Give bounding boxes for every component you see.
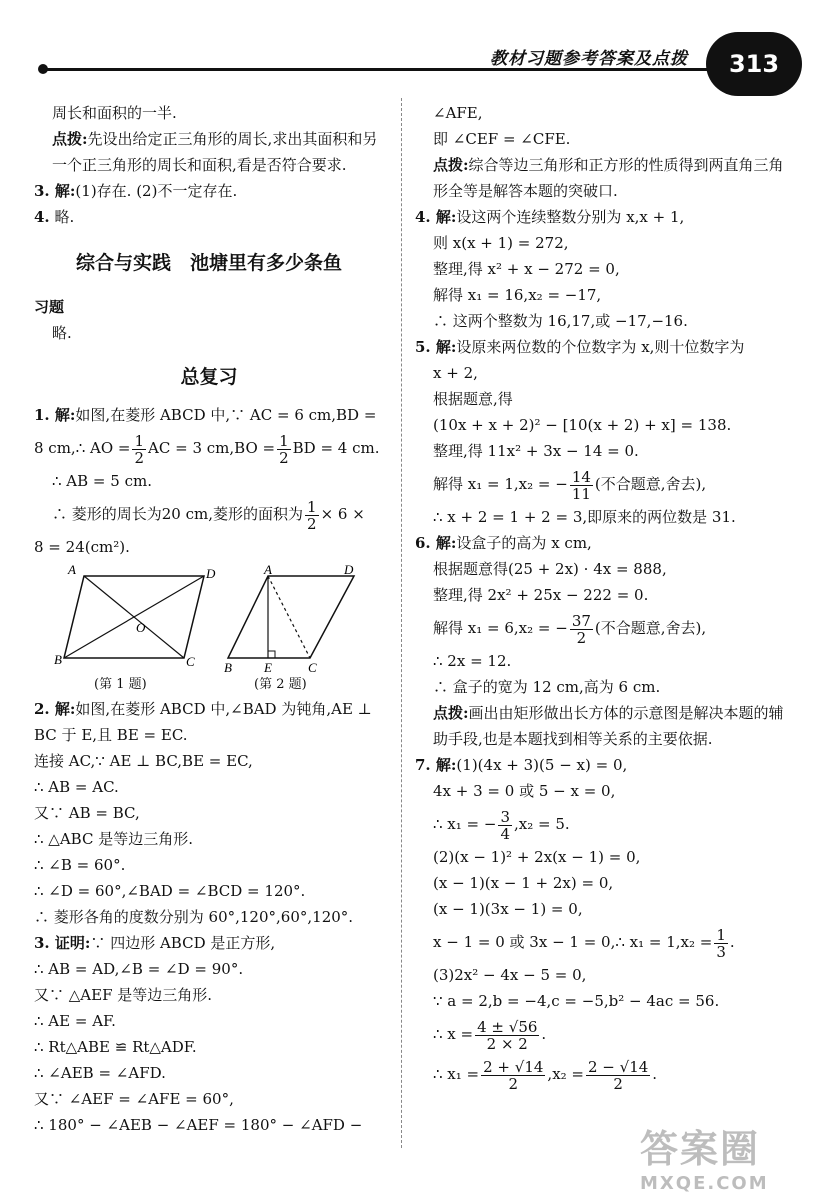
math-line: 连接 AC,∵ AE ⊥ BC,BE = EC, <box>34 752 253 770</box>
math-line <box>415 464 790 504</box>
math-line: ∴ AB = AD,∠B = ∠D = 90°. <box>34 960 244 978</box>
rhombus-figure-1 <box>54 564 214 670</box>
vertex-label: B <box>224 660 232 675</box>
numerator: 1 <box>134 431 145 450</box>
denominator: 3 <box>716 942 726 961</box>
math-line <box>34 494 384 534</box>
review-answer-7 <box>415 752 790 778</box>
math-text: 解得 x₁ = 6,x₂ = − <box>433 619 568 637</box>
math-line: 根据题意,得 <box>433 390 513 408</box>
math-text: 解得 x₁ = 1,x₂ = − <box>433 475 568 493</box>
answer-label: 1. 解: <box>34 406 76 424</box>
math-line: (10x + x + 2)² − [10(x + 2) + x] = 138. <box>433 416 732 434</box>
fraction <box>586 1059 650 1092</box>
math-line: ∴ x + 2 = 1 + 2 = 3,即原来的两位数是 31. <box>433 508 736 526</box>
vertex-label: B <box>54 652 62 667</box>
math-line: 解得 x₁ = 16,x₂ = −17, <box>433 286 602 304</box>
numerator: 2 + √14 <box>483 1057 544 1076</box>
math-line <box>34 428 384 468</box>
math-line <box>415 1014 790 1054</box>
answer-label: 4. <box>34 208 50 226</box>
fraction <box>714 927 728 960</box>
answer-text: 设盒子的高为 x cm, <box>456 534 592 552</box>
header-title: 教材习题参考答案及点拨 <box>490 49 688 69</box>
answer-text: 设这两个连续整数分别为 x,x + 1, <box>456 208 685 226</box>
math-text: (不合题意,舍去), <box>594 619 707 637</box>
math-line: ∴ △ABC 是等边三角形. <box>34 830 193 848</box>
math-line: ∵ a = 2,b = −4,c = −5,b² − 4ac = 56. <box>433 992 720 1010</box>
denominator: 2 <box>613 1074 623 1093</box>
watermark-url: MXQE.COM <box>640 1173 769 1194</box>
numerator: 3 <box>500 807 511 826</box>
denominator: 2 × 2 <box>486 1034 528 1053</box>
math-text: ,x₂ = 5. <box>514 815 570 833</box>
math-line: ∴ AB = AC. <box>34 778 119 796</box>
note-text: 先设出给定正三角形的周长,求出其面积和另一个正三角形的周长和面积,看是否符合要求. <box>52 130 378 174</box>
denominator: 2 <box>134 448 145 467</box>
math-text: AC = 3 cm,BO = <box>148 439 276 457</box>
math-line: ∴ AB = 5 cm. <box>52 472 152 490</box>
denominator: 2 <box>508 1074 519 1093</box>
numerator: 37 <box>571 611 591 630</box>
vertex-label: C <box>186 654 195 669</box>
note-text: 画出由矩形做出长方体的示意图是解决本题的辅助手段,也是本题找到相等关系的主要依据. <box>433 704 784 748</box>
fraction <box>305 499 319 532</box>
numerator: 4 ± √56 <box>477 1017 538 1036</box>
math-text: ,x₂ = <box>547 1065 584 1083</box>
math-text: x − 1 = 0 或 3x − 1 = 0,∴ x₁ = 1,x₂ = <box>433 933 713 951</box>
math-line: (3)2x² − 4x − 5 = 0, <box>433 966 587 984</box>
review-answer-5 <box>415 334 790 360</box>
math-line: BC 于 E,且 BE = EC. <box>34 726 188 744</box>
math-line: ∠AFE, <box>433 104 483 122</box>
answer-text: (1)存在. (2)不一定存在. <box>75 182 238 200</box>
left-column <box>34 100 384 1138</box>
denominator: 2 <box>279 448 289 467</box>
numerator: 2 − √14 <box>588 1057 649 1076</box>
math-text: ∴ x = <box>433 1025 474 1043</box>
answer-label: 3. 证明: <box>34 934 91 952</box>
math-text: . <box>541 1025 547 1043</box>
answer-3 <box>34 178 384 204</box>
math-line: 8 = 24(cm²). <box>34 538 130 556</box>
answer-text: 如图,在菱形 ABCD 中,∠BAD 为钝角,AE ⊥ <box>75 700 372 718</box>
math-text: 8 cm,∴ AO = <box>34 439 131 457</box>
math-text: ∴ 菱形的周长为20 cm,菱形的面积为 <box>52 505 304 523</box>
note-label: 点拨: <box>52 130 88 148</box>
review-answer-2 <box>34 696 384 722</box>
math-line: x + 2, <box>433 364 478 382</box>
answer-label: 4. 解: <box>415 208 457 226</box>
math-line: 4x + 3 = 0 或 5 − x = 0, <box>433 782 616 800</box>
dianbo-note <box>34 126 384 178</box>
vertex-label: A <box>264 562 272 577</box>
math-line: 即 ∠CEF = ∠CFE. <box>433 130 571 148</box>
numerator: 1 <box>279 431 289 450</box>
fraction <box>570 613 593 646</box>
figure-caption: (第 2 题) <box>254 677 307 692</box>
math-line: ∴ ∠D = 60°,∠BAD = ∠BCD = 120°. <box>34 882 306 900</box>
math-line: (x − 1)(x − 1 + 2x) = 0, <box>433 874 614 892</box>
fraction <box>132 433 146 466</box>
math-line: ∴ 180° − ∠AEB − ∠AEF = 180° − ∠AFD − <box>34 1116 363 1134</box>
answer-label: 3. 解: <box>34 182 76 200</box>
math-line: 根据题意得(25 + 2x) · 4x = 888, <box>433 560 667 578</box>
note-label: 点拨: <box>433 156 469 174</box>
math-line: ∴ 盒子的宽为 12 cm,高为 6 cm. <box>433 678 661 696</box>
vertex-label: D <box>206 566 216 581</box>
fraction <box>570 469 593 502</box>
review-answer-6 <box>415 530 790 556</box>
math-line: (x − 1)(3x − 1) = 0, <box>433 900 583 918</box>
dianbo-note <box>415 152 790 204</box>
math-line: 整理,得 11x² + 3x − 14 = 0. <box>433 442 639 460</box>
figures <box>34 564 384 692</box>
math-text: . <box>652 1065 658 1083</box>
answer-text: ∵ 四边形 ABCD 是正方形, <box>90 934 276 952</box>
rhombus-figure-2 <box>224 562 374 675</box>
math-line: 又∵ △AEF 是等边三角形. <box>34 986 213 1004</box>
text-line: 略. <box>52 324 72 342</box>
vertex-label: A <box>68 562 76 577</box>
answer-label: 7. 解: <box>415 756 457 774</box>
vertex-label: D <box>344 562 354 577</box>
numerator: 1 <box>307 497 317 516</box>
math-text: BD = 4 cm. <box>292 439 380 457</box>
math-text: ∴ x₁ = <box>433 1065 480 1083</box>
answer-text: 设原来两位数的个位数字为 x,则十位数字为 <box>456 338 745 356</box>
math-line: (2)(x − 1)² + 2x(x − 1) = 0, <box>433 848 641 866</box>
review-answer-4 <box>415 204 790 230</box>
math-line <box>415 608 790 648</box>
math-line: ∴ 菱形各角的度数分别为 60°,120°,60°,120°. <box>34 908 354 926</box>
right-column <box>415 100 790 1094</box>
math-line <box>415 922 790 962</box>
math-line: ∴ AE = AF. <box>34 1012 116 1030</box>
denominator: 2 <box>307 514 317 533</box>
denominator: 2 <box>576 628 587 647</box>
vertex-label: C <box>308 660 317 675</box>
answer-label: 2. 解: <box>34 700 76 718</box>
vertex-label: E <box>264 660 272 675</box>
answer-text: 略. <box>54 208 75 226</box>
page-number: 313 <box>706 32 802 96</box>
page-header <box>0 0 823 100</box>
section-title: 综合与实践 池塘里有多少条鱼 <box>75 252 342 274</box>
section-title: 总复习 <box>180 366 238 388</box>
subsection-label: 习题 <box>34 298 65 316</box>
denominator: 4 <box>500 824 511 843</box>
math-line: ∴ ∠B = 60°. <box>34 856 126 874</box>
math-text: × 6 × <box>320 505 365 523</box>
fraction <box>481 1059 545 1092</box>
math-line <box>415 804 790 844</box>
answer-4 <box>34 204 384 230</box>
answer-label: 5. 解: <box>415 338 457 356</box>
denominator: 11 <box>571 484 591 503</box>
math-line: ∴ ∠AEB = ∠AFD. <box>34 1064 166 1082</box>
watermark-logo-text: 答案圈 <box>640 1127 761 1171</box>
fraction <box>277 433 291 466</box>
math-line: 整理,得 2x² + 25x − 222 = 0. <box>433 586 649 604</box>
answer-label: 6. 解: <box>415 534 457 552</box>
numerator: 14 <box>571 467 591 486</box>
text-line: 周长和面积的一半. <box>52 104 177 122</box>
answer-text: (1)(4x + 3)(5 − x) = 0, <box>456 756 628 774</box>
math-text: . <box>729 933 735 951</box>
site-watermark <box>640 1118 810 1196</box>
math-line: 整理,得 x² + x − 272 = 0, <box>433 260 620 278</box>
math-text: (不合题意,舍去), <box>594 475 707 493</box>
fraction <box>475 1019 539 1052</box>
dianbo-note <box>415 700 790 752</box>
answer-text: 如图,在菱形 ABCD 中,∵ AC = 6 cm,BD = <box>75 406 377 424</box>
math-line: 则 x(x + 1) = 272, <box>433 234 569 252</box>
note-label: 点拨: <box>433 704 469 722</box>
math-line: 又∵ AB = BC, <box>34 804 140 822</box>
review-answer-1 <box>34 402 384 428</box>
fraction <box>498 809 512 842</box>
column-divider <box>401 98 402 1148</box>
math-line: ∴ 这两个整数为 16,17,或 −17,−16. <box>433 312 688 330</box>
math-line <box>415 1054 790 1094</box>
math-text: ∴ x₁ = − <box>433 815 497 833</box>
note-text: 综合等边三角形和正方形的性质得到两直角三角形全等是解答本题的突破口. <box>433 156 784 200</box>
vertex-label: O <box>136 620 146 635</box>
review-answer-3 <box>34 930 384 956</box>
numerator: 1 <box>716 925 726 944</box>
math-line: ∴ Rt△ABE ≌ Rt△ADF. <box>34 1038 197 1056</box>
math-line: 又∵ ∠AEF = ∠AFE = 60°, <box>34 1090 234 1108</box>
figure-caption: (第 1 题) <box>94 677 147 692</box>
math-line: ∴ 2x = 12. <box>433 652 512 670</box>
